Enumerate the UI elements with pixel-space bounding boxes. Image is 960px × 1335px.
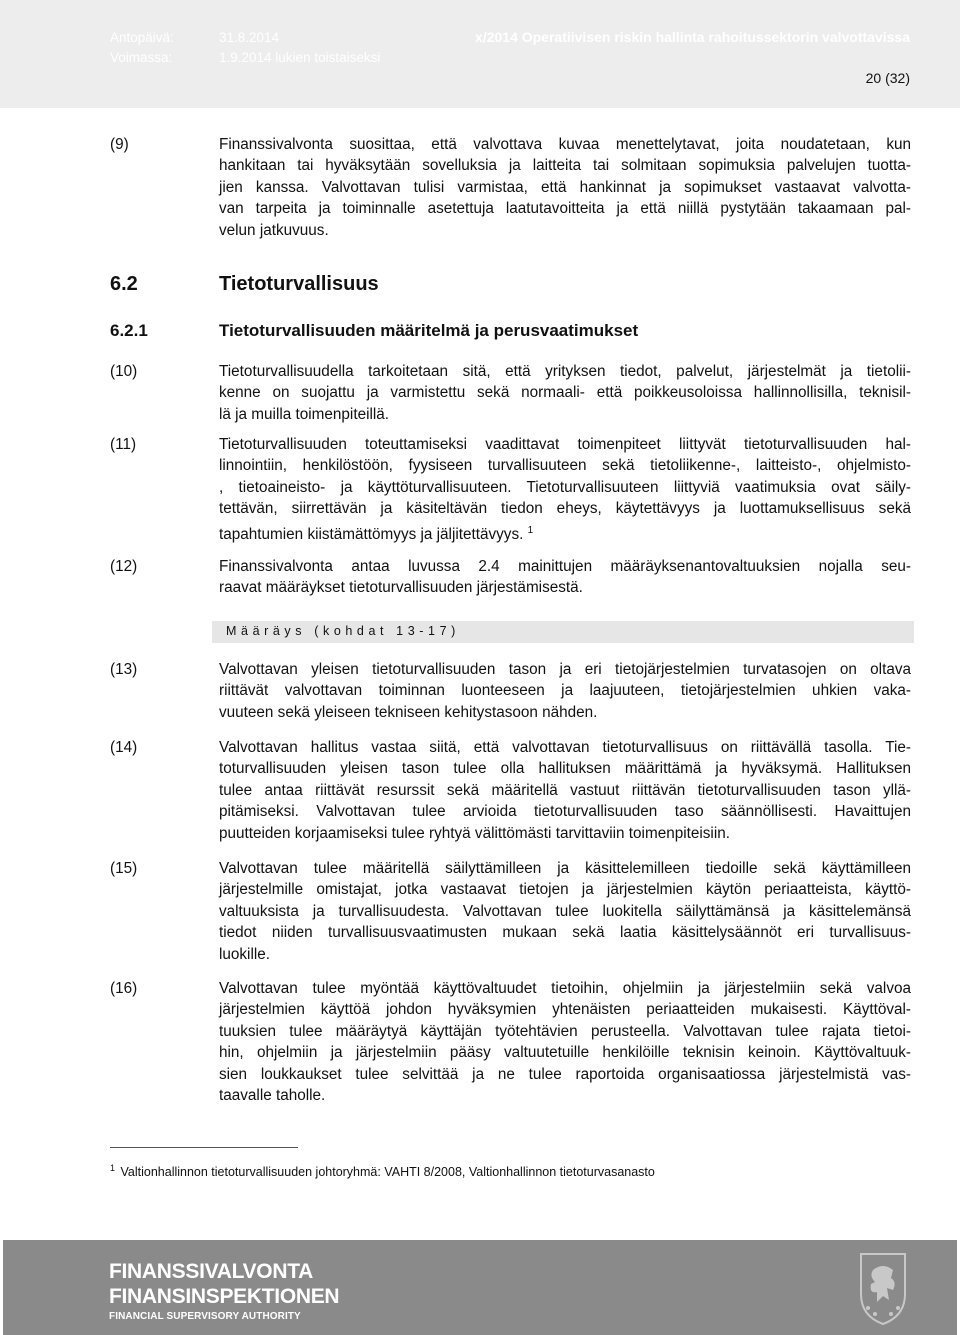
text-line: toturvallisuuden yleisen tason tulee olla hallituksen määrittämä ja hyväksymä. Hallituksen xyxy=(219,760,911,778)
text-line: lä ja muilla toimenpiteillä. xyxy=(219,405,390,423)
text-line: tulee antaa riittävät resurssit sekä määritellä vastuut riittävän tietoturvallisuuden tason yllä- xyxy=(219,781,911,799)
text-line: , tietoaineisto- ja käyttöturvallisuuteen. Tietoturvallisuuteen liittyviä vaatimuksia ovat säily- xyxy=(219,478,911,496)
paragraph-number: (10) xyxy=(110,363,138,380)
valid-value: 1.9.2014 lukien toistaiseksi xyxy=(219,50,381,65)
paragraph-text xyxy=(219,858,911,965)
page-footer xyxy=(3,1240,957,1335)
subsection-title: Tietoturvallisuuden määritelmä ja perusvaatimukset xyxy=(219,321,639,340)
page-header xyxy=(0,0,960,108)
text-line-content: tapahtumien kiistämättömyys ja jäljitettävyys. xyxy=(219,525,524,543)
lion-crest-icon xyxy=(853,1248,913,1328)
text-line: Valvottavan hallitus vastaa siitä, että valvottavan tietoturvallisuus on riittävällä tasolla. Tie- xyxy=(219,739,911,756)
paragraph-number: (16) xyxy=(110,980,138,997)
text-line: jien kanssa. Valvottavan tulisi varmistaa, että hankinnat ja sopimukset vastaavat valvotta- xyxy=(219,178,911,196)
text-line: raavat määräykset tietoturvallisuuden järjestämisestä. xyxy=(219,579,583,597)
text-line: luokille. xyxy=(219,945,271,963)
section-number: 6.2 xyxy=(110,273,138,295)
footnote-text: Valtionhallinnon tietoturvallisuuden johtoryhmä: VAHTI 8/2008, Valtionhallinnon tietoturvasanasto xyxy=(120,1165,655,1179)
text-line: taavalle taholle. xyxy=(219,1087,326,1105)
paragraph-number: (11) xyxy=(110,436,137,453)
text-line: tettävän, siirrettävän ja käsiteltävän tiedon eheys, käytettävyys ja luottamuksellisuus sekä xyxy=(219,500,911,518)
valid-label: Voimassa: xyxy=(110,50,173,65)
paragraph-text xyxy=(219,134,911,241)
text-line: tiedot niiden turvallisuusvaatimusten mukaan sekä laatia käsittelysäännöt eri turvallisuus- xyxy=(219,924,911,942)
issued-date: 31.8.2014 xyxy=(219,30,280,45)
text-line: hin, ohjelmiin ja järjestelmiin pääsy valtuutetuille henkilöille teknisin keinoin. Käyttövaltuuk- xyxy=(219,1044,911,1062)
text-line: Tietoturvallisuudella tarkoitetaan sitä, että yrityksen tiedot, palvelut, järjestelmät ja tietolii- xyxy=(219,363,911,380)
text-line: vuuteen sekä yleiseen tekniseen kehitystasoon nähden. xyxy=(219,703,598,721)
text-line: Valvottavan tulee myöntää käyttövaltuudet tietoihin, ohjelmiin ja järjestelmiin sekä valvoa xyxy=(219,980,911,997)
paragraph-number: (12) xyxy=(110,558,138,575)
text-line: järjestelmille omistajat, jotka vastaavat tietojen ja järjestelmien käytön periaatteista, käyttö- xyxy=(219,881,911,899)
footnote-divider xyxy=(110,1147,298,1148)
footnote-reference: 1 xyxy=(527,524,534,536)
text-line: tuuksien tulee määräytyä käyttäjän työtehtävien perusteella. Valvottavan tulee rajata tietoi- xyxy=(219,1022,911,1040)
paragraph-text xyxy=(219,434,911,545)
paragraph-number: (13) xyxy=(110,661,138,678)
paragraph-text xyxy=(219,556,911,599)
text-line: Tietoturvallisuuden toteuttamiseksi vaadittavat toimenpiteet liittyvät tietoturvallisuuden hal- xyxy=(219,436,911,453)
logo-line-swedish: FINANSINSPEKTIONEN xyxy=(109,1285,340,1308)
text-line: van tarpeita ja toiminnalle asetettuja laatutavoitteita ja että niillä pystytään takaamaan pal- xyxy=(219,200,911,218)
logo-line-finnish: FINANSSIVALVONTA xyxy=(109,1260,314,1283)
text-line: puutteiden korjaamiseksi tulee ryhtyä välittömästi tarvittaviin toimenpiteisiin. xyxy=(219,824,730,842)
subsection-number: 6.2.1 xyxy=(110,321,148,340)
text-line: pitämiseksi. Valvottavan tulee arvioida tietoturvallisuuden taso säännöllisesti. Havaittujen xyxy=(219,803,911,821)
footnote xyxy=(110,1160,655,1180)
text-line: hankitaan tai hyväksytään sovelluksia ja laitteita tai solmitaan sopimuksia palvelujen tuotta- xyxy=(219,157,911,175)
paragraph-number: (14) xyxy=(110,739,138,756)
paragraph-number: (15) xyxy=(110,860,138,877)
paragraph-text xyxy=(219,659,911,723)
paragraph-text xyxy=(219,361,911,425)
text-line: Valvottavan yleisen tietoturvallisuuden tason ja eri tietojärjestelmien turvatasojen on oltava xyxy=(219,661,911,678)
text-line: kenne on suojattu ja varmistettu sekä normaali- että poikkeusoloissa hallinnollisilla, teknisil- xyxy=(219,384,911,402)
regulation-band xyxy=(212,621,914,643)
text-line: järjestelmien käyttöä johdon hyväksymien yhtenäisten periaatteiden mukaisesti. Käyttöval- xyxy=(219,1001,911,1019)
paragraph-number: (9) xyxy=(110,136,129,153)
issued-label: Antopäivä: xyxy=(110,30,174,45)
logo-line-english: FINANCIAL SUPERVISORY AUTHORITY xyxy=(109,1311,301,1322)
text-line: valtuuksista ja turvallisuudesta. Valvottavan tulee luokitella säilyttämänsä ja käsittelemänsä xyxy=(219,902,911,920)
text-line xyxy=(219,520,911,545)
text-line: velun jatkuvuus. xyxy=(219,221,329,239)
text-line: sien loukkaukset tulee selvittää ja ne tulee raportoida organisaatiossa järjestelmistä vas- xyxy=(219,1065,911,1083)
footnote-mark: 1 xyxy=(110,1163,116,1173)
page-number: 20 (32) xyxy=(865,70,910,86)
paragraph-text xyxy=(219,978,911,1106)
text-line: linnointiin, henkilöstöön, fyysiseen turvallisuuteen sekä tietoliikenne-, laitteisto-, ohjelmisto- xyxy=(219,457,911,475)
text-line: Valvottavan tulee määritellä säilyttämilleen ja käsittelemilleen tiedoille sekä käyttämilleen xyxy=(219,860,911,877)
text-line: Finanssivalvonta antaa luvussa 2.4 mainittujen määräyksenantovaltuuksien nojalla seu- xyxy=(219,558,911,575)
text-line: riittävät valvottavan toiminnan luonteeseen ja laajuuteen, tietojärjestelmien uhkien vaka- xyxy=(219,682,911,700)
section-title: Tietoturvallisuus xyxy=(219,273,379,295)
text-line: Finanssivalvonta suosittaa, että valvottava kuvaa menettelytavat, joita noudatetaan, kun xyxy=(219,136,911,153)
document-title: x/2014 Operatiivisen riskin hallinta rahoitussektorin valvottavissa xyxy=(475,29,910,45)
paragraph-text xyxy=(219,737,911,844)
regulation-label: Määräys (kohdat 13-17) xyxy=(226,624,460,638)
